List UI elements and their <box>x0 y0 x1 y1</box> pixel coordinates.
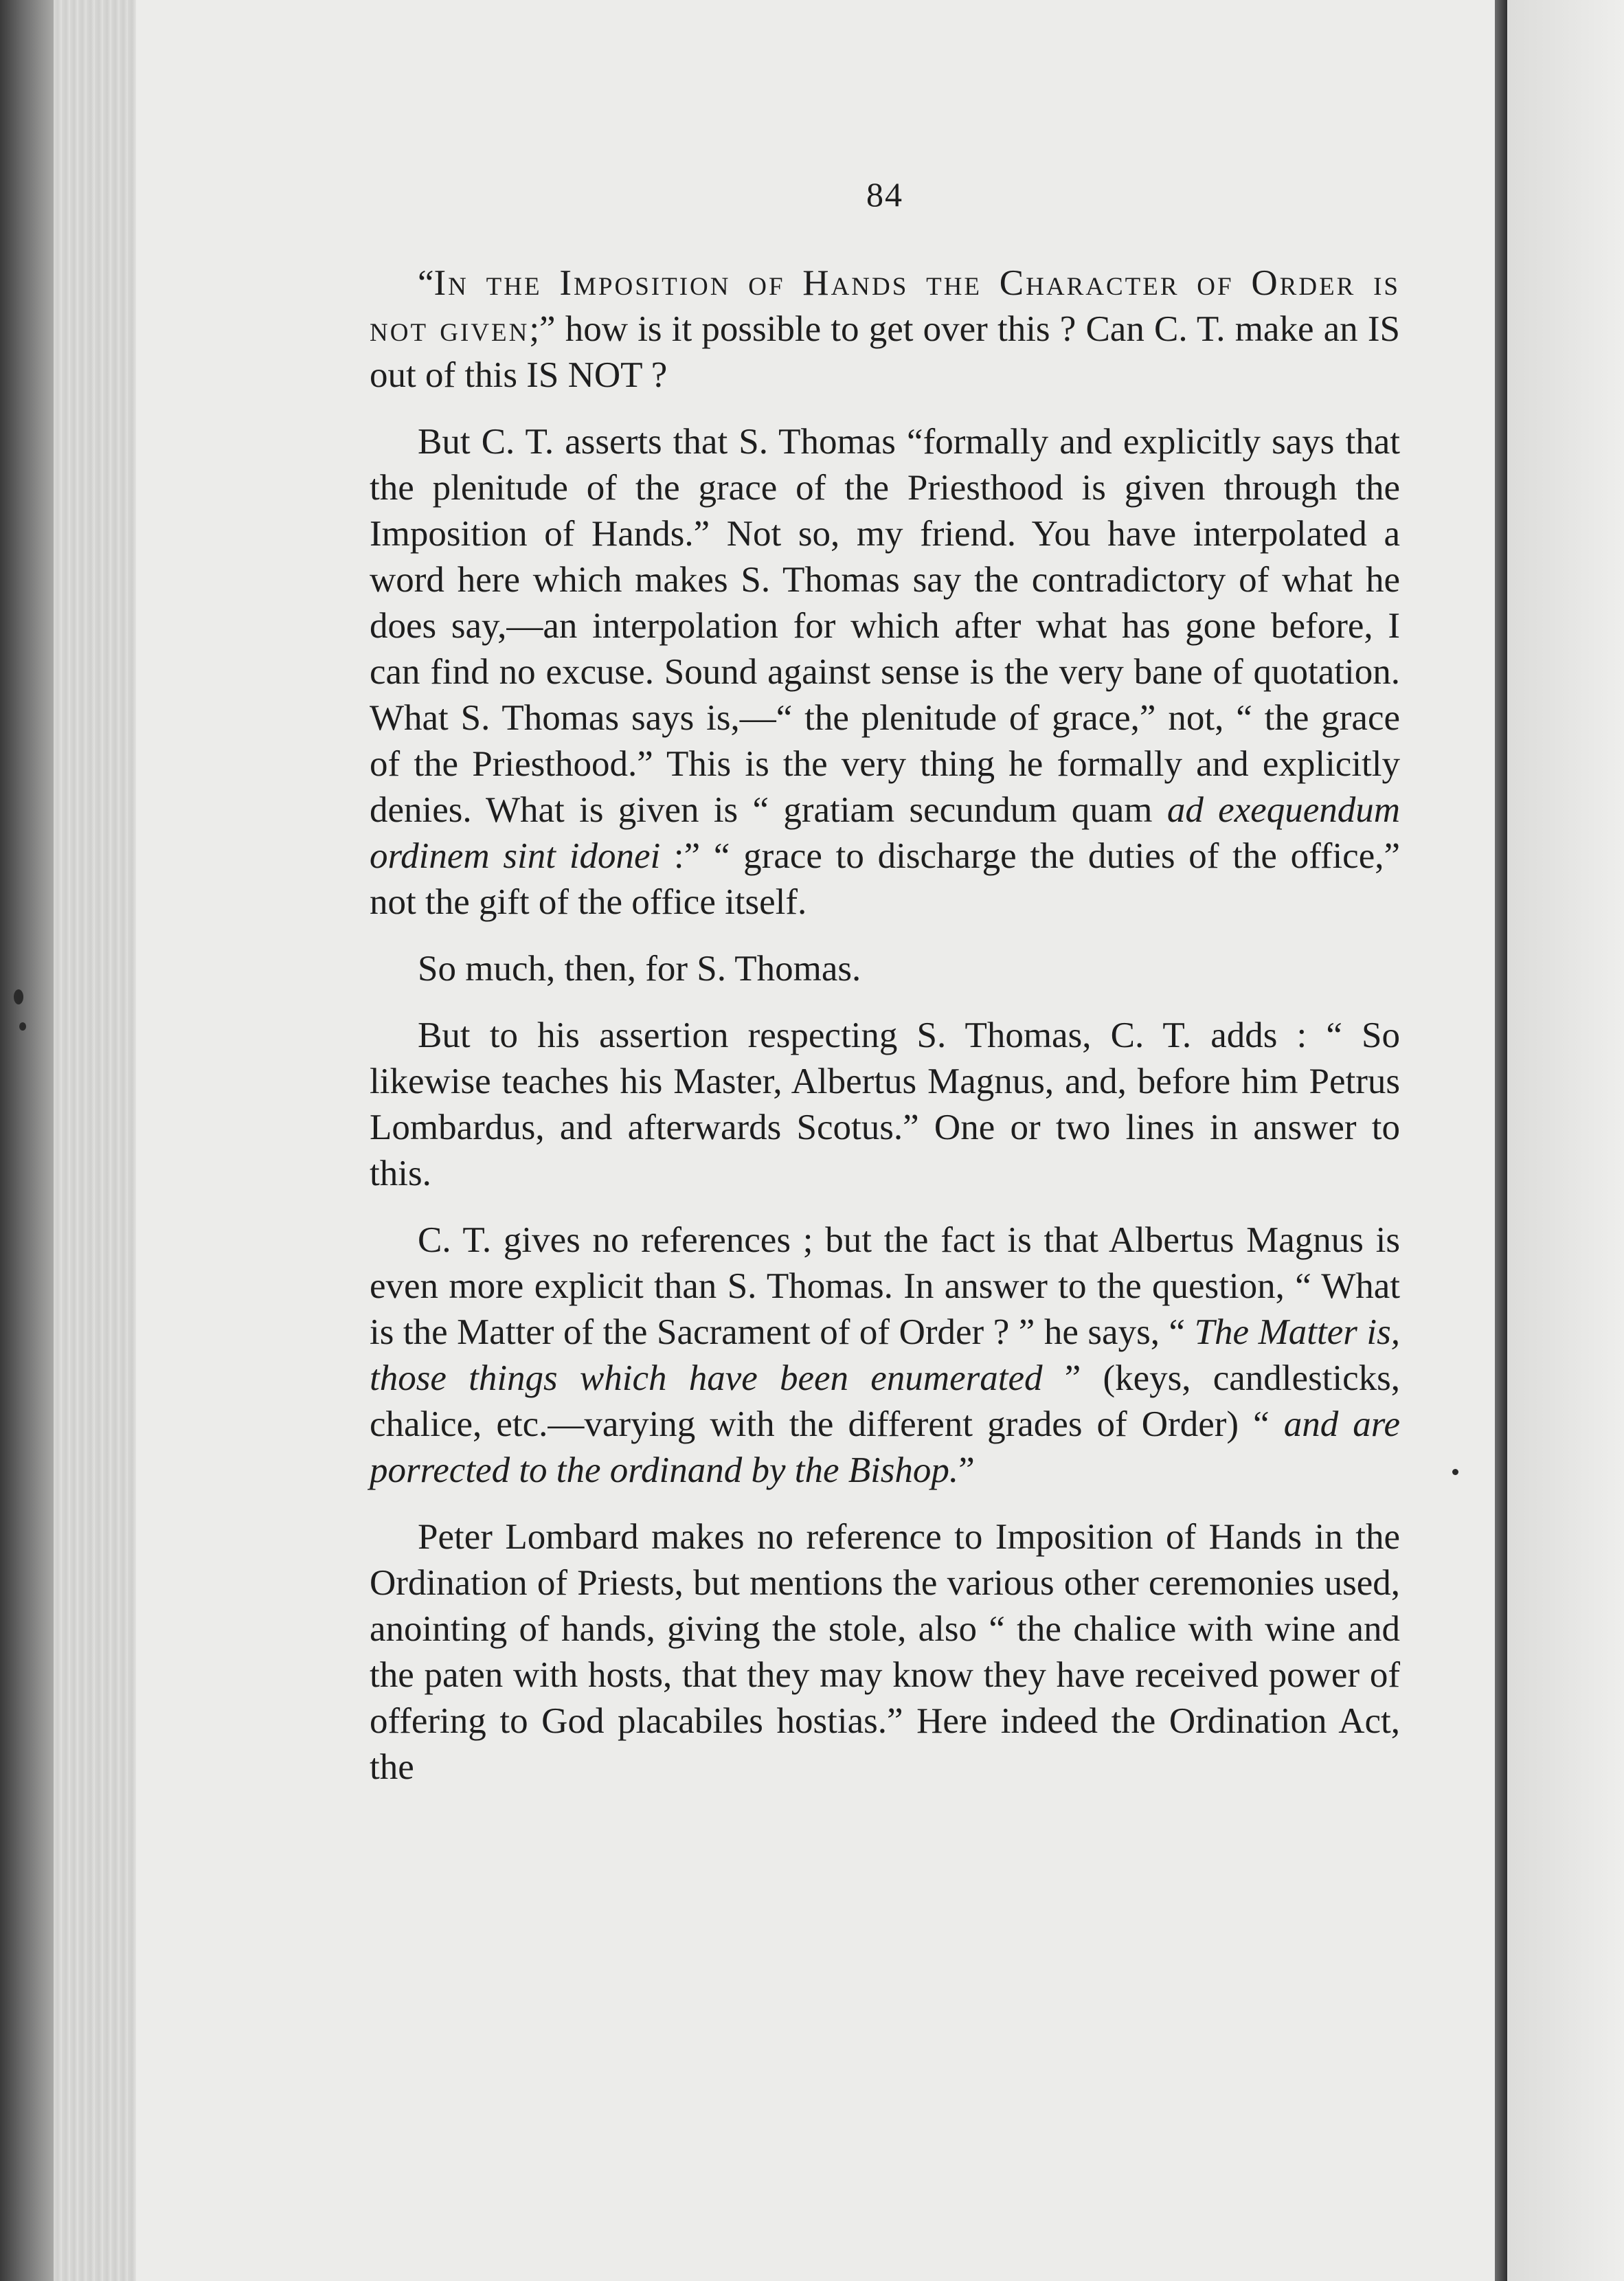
book-gutter <box>1495 0 1507 2281</box>
page-stack-edge <box>54 0 136 2281</box>
text-run: “ <box>418 263 434 303</box>
page-text <box>370 172 1400 1811</box>
paragraph <box>370 946 1400 992</box>
page-number: 84 <box>866 175 903 214</box>
scan-speck <box>14 989 23 1004</box>
scan-speck <box>19 1022 26 1031</box>
facing-page-edge <box>1507 0 1624 2281</box>
text-run: But C. T. asserts that S. Thomas “formally and explicitly says that the plenitude of the grace of the Priesthood is given through the Imposition of Hands.” Not so, my friend. You have interpolated a word here which makes S. Thomas say the contradictory of what he does say,—an interpolation for which after what has gone before, I can find no excuse. Sound against sense is the very bane of quotation. What S. Thomas says is,—“ the plenitude of grace,” not, “ the grace of the Priesthood.” This is the very thing he formally and explicitly denies. What is given is “ gratiam secundum quam <box>370 422 1400 830</box>
italic-quote: and are porrected to the ordinand by the Bishop. <box>370 1404 1400 1490</box>
text-run: So much, then, for S. Thomas. <box>418 949 861 989</box>
paragraph <box>370 1514 1400 1790</box>
scan-speck <box>1452 1469 1458 1475</box>
paragraph <box>370 260 1400 398</box>
italic-quote: ad exequendum ordinem sint idonei <box>370 790 1400 876</box>
text-run: ;” how is it possible to get over this ? Can C. T. make an IS out of this IS NOT ? <box>370 309 1400 395</box>
text-run: ” (keys, candlesticks, chalice, etc.—varying with the different grades of Order) “ <box>370 1358 1400 1444</box>
small-caps-quote: In the Imposition of Hands the Character of Order is not given <box>370 263 1400 349</box>
text-run: :” “ grace to discharge the duties of the office,” not the gift of the office itself. <box>370 836 1401 922</box>
italic-quote: The Matter is, those things which have been enumerated <box>370 1312 1400 1398</box>
paragraph <box>370 1013 1400 1197</box>
text-run: Peter Lombard makes no reference to Imposition of Hands in the Ordination of Priests, but mentions the various other ceremonies used, anointing of hands, giving the stole, also “ the chalice with wine and the paten with hosts, that they may know they have received power of offering to God placabiles hostias.” Here indeed the Ordination Act, the <box>370 1517 1400 1787</box>
text-run: ” <box>958 1450 975 1490</box>
text-run: But to his assertion respecting S. Thomas, C. T. adds : “ So likewise teaches his Master, Albertus Magnus, and, before him Petrus Lombardus, and afterwards Scotus.” One or two lines in answer to this. <box>370 1015 1400 1193</box>
text-run: C. T. gives no references ; but the fact is that Albertus Magnus is even more explicit than S. Thomas. In answer to the question, “ What is the Matter of the Sacrament of of Order ? ” he says, “ <box>370 1220 1400 1352</box>
paragraph <box>370 1217 1400 1494</box>
scan-edge-left <box>0 0 54 2281</box>
paragraph <box>370 419 1400 925</box>
